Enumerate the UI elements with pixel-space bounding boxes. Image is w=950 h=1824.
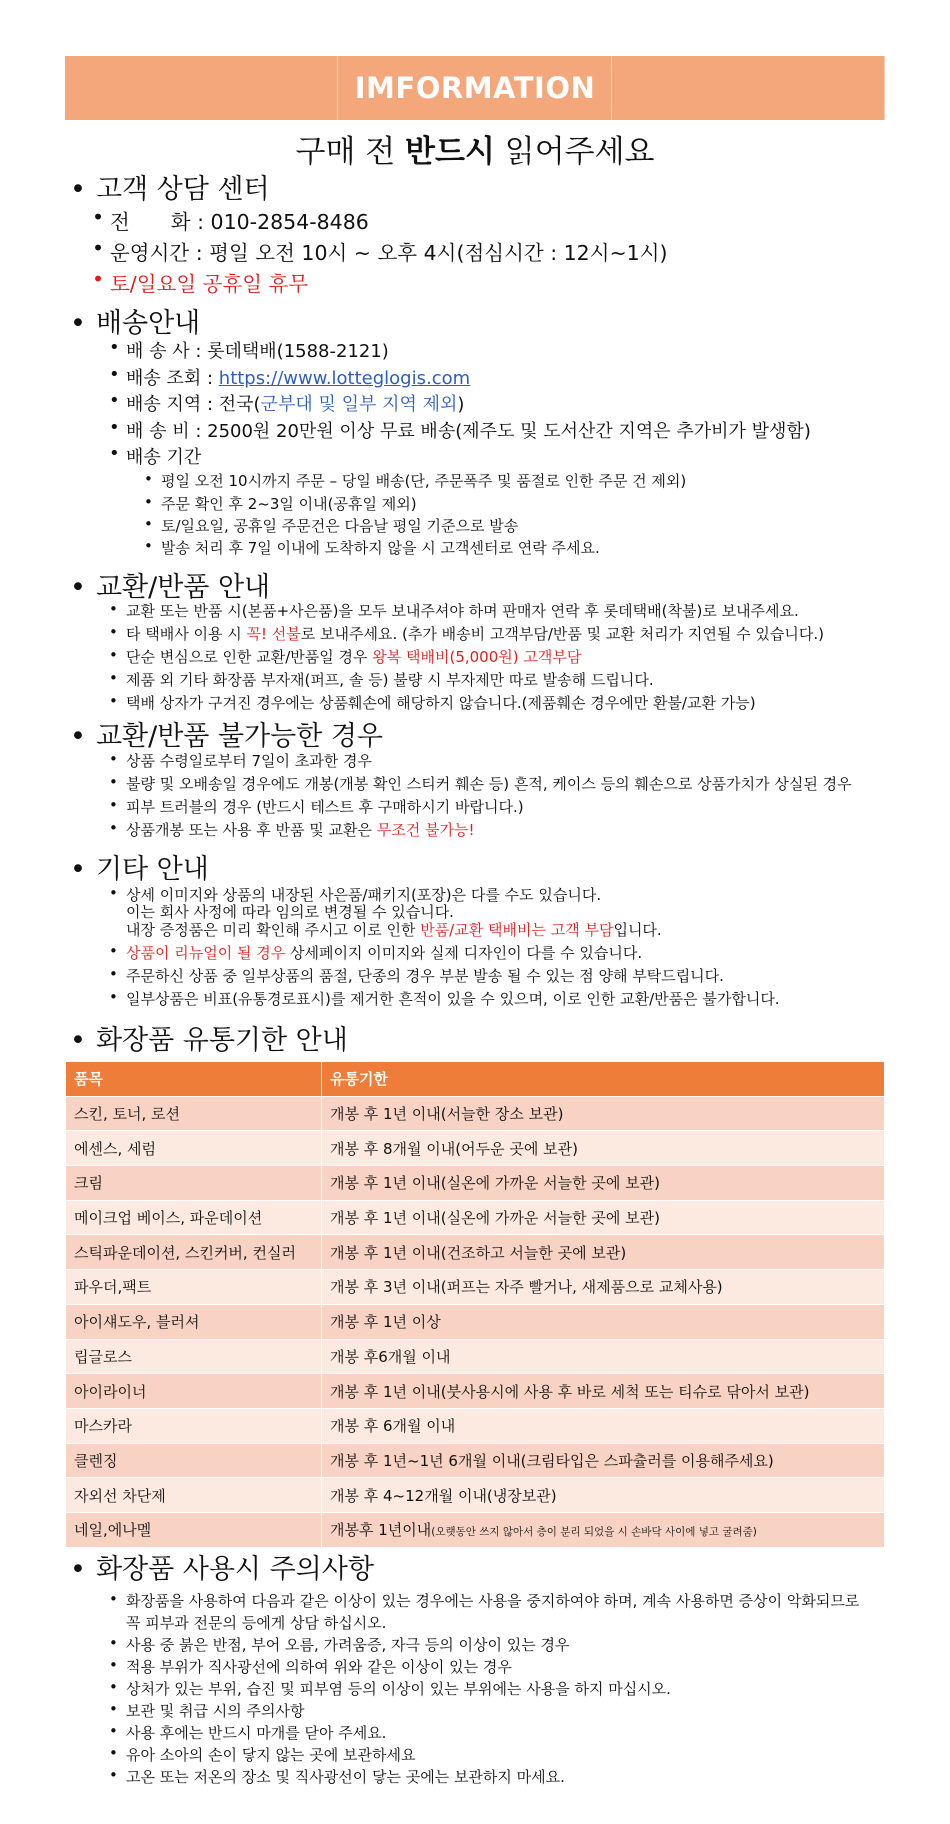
other-item: • 상품이 리뉴얼이 될 경우 상세페이지 이미지와 실제 디자인이 다를 수 있습니다. — [126, 942, 642, 963]
period-item: • 주문 확인 후 2~3일 이내(공휴일 제외) — [161, 493, 417, 514]
shelf-life-table — [65, 1061, 885, 1548]
other-item: • 일부상품은 비표(유통경로표시)를 제거한 흔적이 있을 수 있으며, 이로 인한 교환/반품은 불가합니다. — [126, 988, 780, 1009]
table-row: 네일,에나멜 개봉후 1년이내(오랫동안 쓰지 않아서 층이 분리 되었을 시 손바닥 사이에 넣고 굴려줌) — [66, 1512, 885, 1547]
fee-line: • 배 송 비 : 2500원 20만원 이상 무료 배송(제주도 및 도서산간 지역은 추가비가 발생함) — [126, 417, 811, 443]
not-allowed-item: • 불량 및 오배송일 경우에도 개봉(개봉 확인 스티커 훼손 등) 흔적, 케이스 등의 훼손으로 상품가치가 상실된 경우 — [126, 773, 852, 794]
period-heading: • 배송 기간 — [126, 443, 201, 469]
not-allowed-item: • 상품 수령일로부터 7일이 초과한 경우 — [126, 750, 372, 771]
caution-item: • 사용 중 붉은 반점, 부어 오름, 가려움증, 자극 등의 이상이 있는 경우 — [126, 1634, 570, 1655]
caution-item: • 화장품을 사용하여 다음과 같은 이상이 있는 경우에는 사용을 중지하여야 하며, 계속 사용하면 증상이 악화되므로 — [126, 1590, 859, 1611]
column-header-item: 품목 — [66, 1062, 322, 1097]
table-row: 스틱파운데이션, 스킨커버, 컨실러 개봉 후 1년 이내(건조하고 서늘한 곳에 보관) — [66, 1235, 885, 1270]
shelf-life-heading: • 화장품 유통기한 안내 — [70, 1018, 348, 1057]
caution-item: • 고온 또는 저온의 장소 및 직사광선이 닿는 곳에는 보관하지 마세요. — [126, 1766, 565, 1787]
other-heading: • 기타 안내 — [70, 847, 209, 886]
table-row: 립글로스 개봉 후6개월 이내 — [66, 1339, 885, 1374]
exchange-item: • 택배 상자가 구겨진 경우에는 상품훼손에 해당하지 않습니다.(제품훼손 경우에만 환불/교환 가능) — [126, 692, 756, 713]
other-item: • 상세 이미지와 상품의 내장된 사은품/패키지(포장)은 다를 수도 있습니다. — [126, 884, 601, 905]
page-title: 구매 전 반드시 읽어주세요 — [295, 134, 655, 170]
banner-title: IMFORMATION — [354, 71, 596, 105]
not-allowed-item: • 피부 트러블의 경우 (반드시 테스트 후 구매하시기 바랍니다.) — [126, 796, 524, 817]
table-row: 자외선 차단제 개봉 후 4~12개월 이내(냉장보관) — [66, 1478, 885, 1513]
other-item: • 주문하신 상품 중 일부상품의 품절, 단종의 경우 부분 발송 될 수 있는 점 양해 부탁드립니다. — [126, 965, 724, 986]
caution-item: • 유아 소아의 손이 닿지 않는 곳에 보관하세요 — [126, 1744, 415, 1765]
carrier-line: • 배 송 사 : 롯데택배(1588-2121) — [126, 337, 389, 363]
exchange-item: • 타 택배사 이용 시 꼭! 선불로 보내주세요. (추가 배송비 고객부담/반품 및 교환 처리가 지연될 수 있습니다.) — [126, 623, 824, 644]
exchange-item: • 제품 외 기타 화장품 부자재(퍼프, 솔 등) 불량 시 부자제만 따로 발송해 드립니다. — [126, 669, 654, 690]
other-item-cont: 내장 증정품은 미리 확인해 주시고 이로 인한 반품/교환 택배비는 고객 부담입니다. — [126, 921, 662, 939]
exchange-item: • 단순 변심으로 인한 교환/반품일 경우 왕복 택배비(5,000원) 고객부담 — [126, 646, 581, 667]
table-row: 마스카라 개봉 후 6개월 이내 — [66, 1408, 885, 1443]
tracking-link[interactable]: https://www.lotteglogis.com — [218, 368, 471, 389]
shipping-heading: • 배송안내 — [70, 301, 200, 340]
period-item: • 토/일요일, 공휴일 주문건은 다음날 평일 기준으로 발송 — [161, 515, 518, 536]
table-row: 파우더,팩트 개봉 후 3년 이내(퍼프는 자주 빨거나, 새제품으로 교체사용) — [66, 1270, 885, 1305]
table-row: 메이크업 베이스, 파운데이션 개봉 후 1년 이내(실온에 가까운 서늘한 곳에 보관) — [66, 1200, 885, 1235]
column-header-period: 유통기한 — [322, 1062, 885, 1097]
table-row: 크림 개봉 후 1년 이내(실온에 가까운 서늘한 곳에 보관) — [66, 1166, 885, 1201]
not-allowed-item: • 상품개봉 또는 사용 후 반품 및 교환은 무조건 불가능! — [126, 819, 474, 840]
not-allowed-heading: • 교환/반품 불가능한 경우 — [70, 714, 383, 753]
caution-heading: • 화장품 사용시 주의사항 — [70, 1547, 374, 1586]
information-banner — [65, 56, 885, 120]
caution-item: • 사용 후에는 반드시 마개를 닫아 주세요. — [126, 1722, 386, 1743]
closed-notice: • 토/일요일 공휴일 휴무 — [110, 267, 308, 297]
table-row: 아이섀도우, 블러셔 개봉 후 1년 이상 — [66, 1304, 885, 1339]
other-item-cont: 이는 회사 사정에 따라 임의로 변경될 수 있습니다. — [126, 903, 454, 921]
table-row: 에센스, 세럼 개봉 후 8개월 이내(어두운 곳에 보관) — [66, 1131, 885, 1166]
caution-item: • 적용 부위가 직사광선에 의하여 위와 같은 이상이 있는 경우 — [126, 1656, 512, 1677]
period-item: • 발송 처리 후 7일 이내에 도착하지 않을 시 고객센터로 연락 주세요. — [161, 537, 600, 558]
exchange-item: • 교환 또는 반품 시(본품+사은품)을 모두 보내주셔야 하며 판매자 연락 후 롯데택배(착불)로 보내주세요. — [126, 600, 799, 621]
customer-center-heading: • 고객 상담 센터 — [70, 167, 270, 206]
table-row: 스킨, 토너, 로션 개봉 후 1년 이내(서늘한 장소 보관) — [66, 1096, 885, 1131]
tracking-line: • 배송 조회 : https://www.lotteglogis.com — [126, 364, 470, 390]
caution-item: • 보관 및 취급 시의 주의사항 — [126, 1700, 304, 1721]
caution-item-cont: 꼭 피부과 전문의 등에게 상담 하십시오. — [126, 1614, 387, 1632]
table-row: 아이라이너 개봉 후 1년 이내(붓사용시에 사용 후 바로 세척 또는 티슈로 닦아서 보관) — [66, 1374, 885, 1409]
phone-number: 010-2854-8486 — [210, 210, 369, 234]
exchange-heading: • 교환/반품 안내 — [70, 565, 270, 604]
table-row: 클렌징 개봉 후 1년~1년 6개월 이내(크림타입은 스파츌러를 이용해주세요) — [66, 1443, 885, 1478]
period-item: • 평일 오전 10시까지 주문 – 당일 배송(단, 주문폭주 및 품절로 인한 주문 건 제외) — [161, 470, 686, 491]
hours-line: • 운영시간 : 평일 오전 10시 ~ 오후 4시(점심시간 : 12시~1시) — [110, 236, 668, 266]
caution-item: • 상처가 있는 부위, 습진 및 피부염 등의 이상이 있는 부위에는 사용을 하지 마십시오. — [126, 1678, 671, 1699]
table-header-row — [66, 1062, 885, 1097]
phone-line: • 전 화 : 010-2854-8486 — [110, 205, 369, 235]
area-line: • 배송 지역 : 전국(군부대 및 일부 지역 제외) — [126, 390, 464, 416]
